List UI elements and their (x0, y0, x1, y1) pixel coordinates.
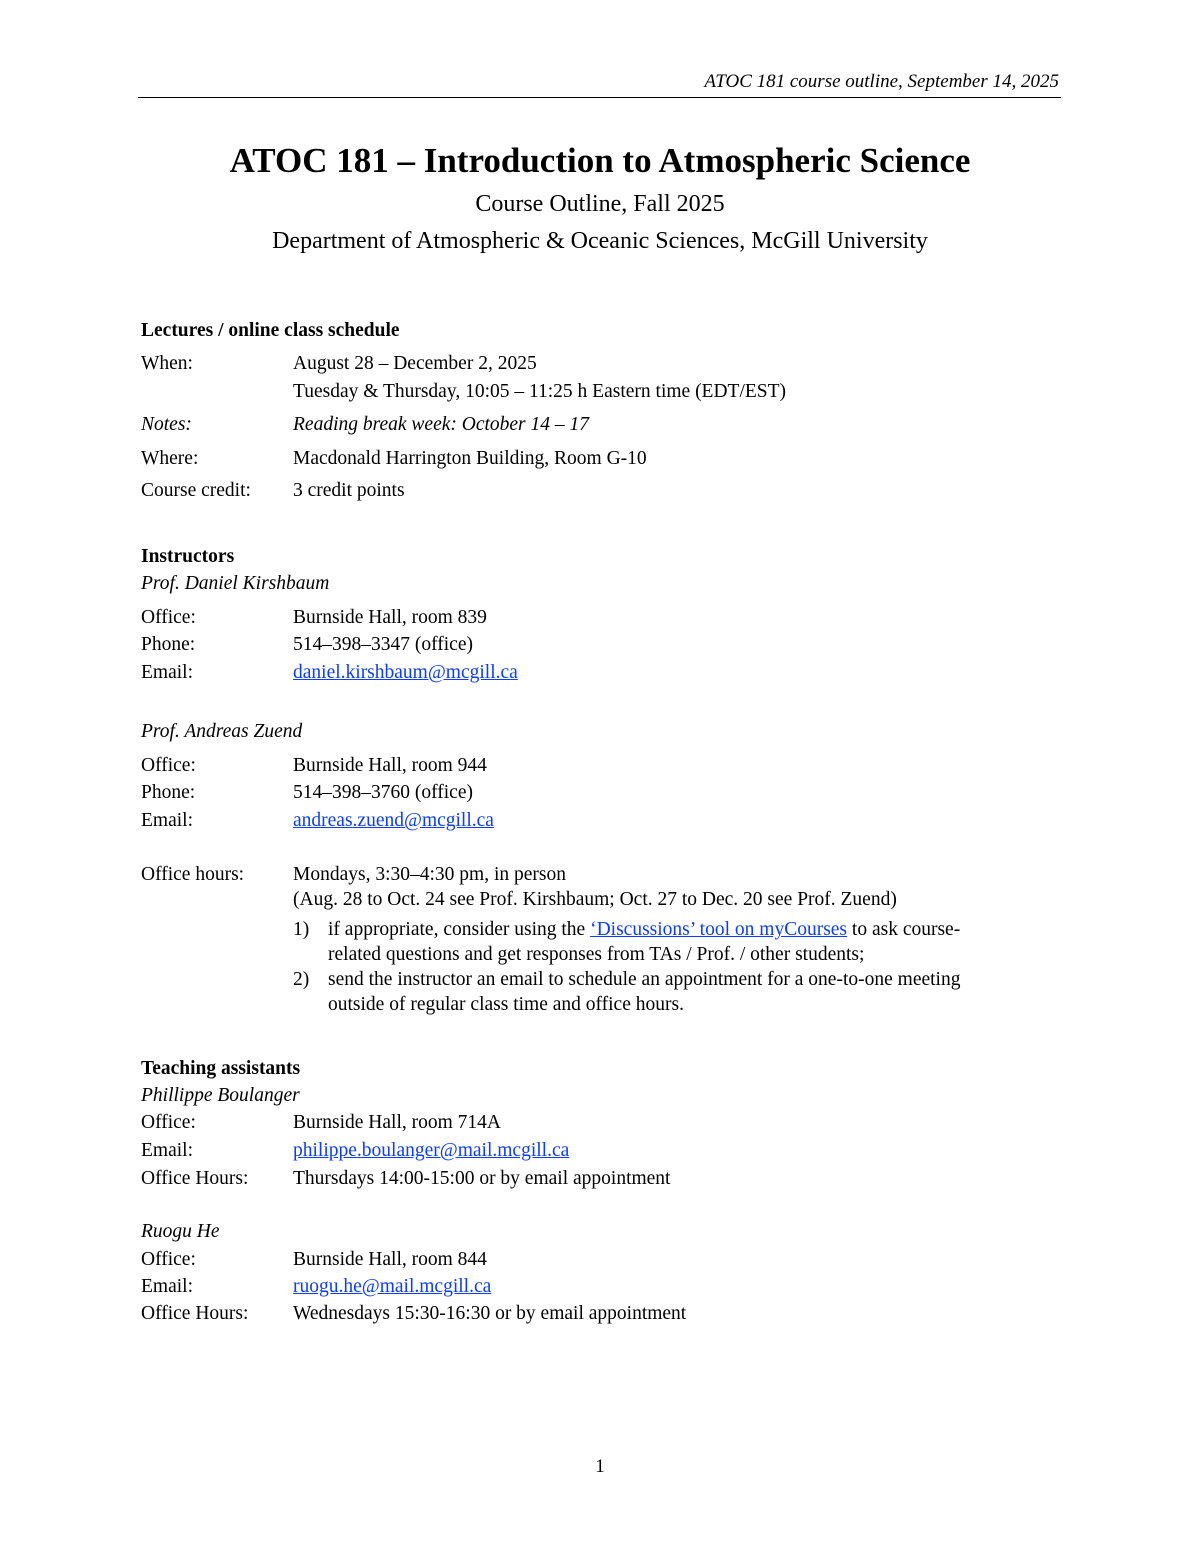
tas-heading: Teaching assistants (141, 1058, 301, 1079)
running-header: ATOC 181 course outline, September 14, 2025 (704, 71, 1059, 92)
email-label: Email: (141, 1140, 193, 1161)
office-hours-note: (Aug. 28 to Oct. 24 see Prof. Kirshbaum; Oct. 27 to Dec. 20 see Prof. Zuend) (293, 889, 897, 910)
office-label: Office: (141, 1249, 196, 1270)
office-hours-label: Office Hours: (141, 1303, 249, 1324)
credit-label: Course credit: (141, 480, 251, 501)
ta-email-link[interactable]: ruogu.he@mail.mcgill.ca (293, 1276, 492, 1297)
page-number: 1 (595, 1456, 605, 1477)
list-item-text: if appropriate, consider using the (328, 919, 591, 940)
ta-email-link[interactable]: philippe.boulanger@mail.mcgill.ca (293, 1140, 570, 1161)
office-label: Office: (141, 1112, 196, 1133)
list-item-text: to ask course- (847, 919, 961, 940)
page-subtitle: Course Outline, Fall 2025 (475, 191, 725, 217)
office-hours-value: Mondays, 3:30–4:30 pm, in person (293, 864, 566, 885)
office-value: Burnside Hall, room 839 (293, 607, 487, 628)
where-value: Macdonald Harrington Building, Room G-10 (293, 448, 647, 469)
email-label: Email: (141, 1276, 193, 1297)
phone-label: Phone: (141, 634, 196, 655)
page-title: ATOC 181 – Introduction to Atmospheric Science (229, 141, 971, 180)
notes-value: Reading break week: October 14 – 17 (293, 414, 590, 435)
when-times: Tuesday & Thursday, 10:05 – 11:25 h Eastern time (EDT/EST) (293, 381, 787, 402)
office-label: Office: (141, 755, 196, 776)
list-item: send the instructor an email to schedule an appointment for a one-to-one meeting (328, 969, 961, 990)
list-item-number: 2) (293, 969, 310, 990)
phone-value: 514–398–3347 (office) (293, 634, 473, 655)
office-hours-value: Thursdays 14:00-15:00 or by email appointment (293, 1168, 671, 1189)
when-dates: August 28 – December 2, 2025 (293, 353, 537, 374)
phone-value: 514–398–3760 (office) (293, 782, 473, 803)
office-label: Office: (141, 607, 196, 628)
discussions-tool-link[interactable]: ‘Discussions’ tool on myCourses (590, 919, 848, 940)
lectures-heading: Lectures / online class schedule (141, 320, 400, 341)
notes-label: Notes: (141, 414, 192, 435)
email-label: Email: (141, 662, 193, 683)
instructor-email-link[interactable]: andreas.zuend@mcgill.ca (293, 810, 494, 831)
office-hours-label: Office hours: (141, 864, 245, 885)
office-value: Burnside Hall, room 944 (293, 755, 487, 776)
office-value: Burnside Hall, room 844 (293, 1249, 487, 1270)
office-hours-value: Wednesdays 15:30-16:30 or by email appointment (293, 1303, 687, 1324)
instructors-heading: Instructors (141, 546, 235, 567)
when-label: When: (141, 353, 193, 374)
instructor-name: Prof. Daniel Kirshbaum (141, 573, 330, 594)
department-line: Department of Atmospheric & Oceanic Sciences, McGill University (272, 228, 928, 254)
office-hours-label: Office Hours: (141, 1168, 249, 1189)
ta-name: Ruogu He (141, 1221, 220, 1242)
list-item-continuation: outside of regular class time and office hours. (328, 994, 684, 1015)
instructor-name: Prof. Andreas Zuend (141, 721, 303, 742)
list-item-number: 1) (293, 919, 310, 940)
where-label: Where: (141, 448, 199, 469)
list-item (328, 919, 960, 941)
phone-label: Phone: (141, 782, 196, 803)
ta-name: Phillippe Boulanger (141, 1085, 300, 1106)
credit-value: 3 credit points (293, 480, 405, 501)
header-rule (138, 97, 1061, 98)
office-value: Burnside Hall, room 714A (293, 1112, 501, 1133)
instructor-email-link[interactable]: daniel.kirshbaum@mcgill.ca (293, 662, 518, 683)
list-item-continuation: related questions and get responses from TAs / Prof. / other students; (328, 944, 865, 965)
email-label: Email: (141, 810, 193, 831)
